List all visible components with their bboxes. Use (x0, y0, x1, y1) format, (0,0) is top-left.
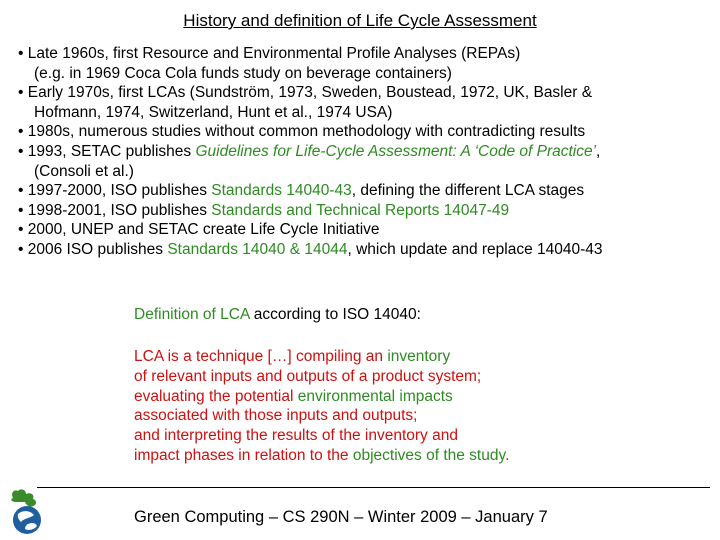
slide-footer: Green Computing – CS 290N – Winter 2009 – January 7 (134, 508, 548, 526)
definition-heading: Definition of LCA according to ISO 14040: (134, 306, 421, 323)
definition-line: associated with those inputs and outputs; (134, 407, 418, 425)
standards-14040-43: Standards 14040-43 (211, 182, 352, 200)
guidelines-title: Guidelines for Life-Cycle Assessment: A ‘Code of Practice’ (195, 142, 597, 160)
bullet-item-first-lcas: • Early 1970s, first LCAs (Sundström, 1973, Sweden, Boustead, 1972, UK, Basler & Hofmann, 1974, Switzerland, Hunt et al., 1974 USA) (18, 84, 593, 121)
bullet-item-1980s: • 1980s, numerous studies without common methodology with contradicting results (18, 123, 586, 141)
definition-line: of relevant inputs and outputs of a product system; (134, 367, 482, 385)
bullet-item-setac-1993: • 1993, SETAC publishes Guidelines for Life-Cycle Assessment: A ‘Code of Practice’, (Consoli et al.) (18, 142, 601, 180)
definition-line: evaluating the potential environmental impacts (134, 387, 453, 405)
bullet-item-unep-2000: • 2000, UNEP and SETAC create Life Cycle Initiative (18, 221, 380, 239)
standards-14040-14044: Standards 14040 & 14044 (167, 240, 348, 258)
bullet-item-repa: • Late 1960s, first Resource and Environmental Profile Analyses (REPAs) (e.g. in 1969 Coca Cola funds study on beverage containers) (18, 45, 521, 82)
earth-leaf-logo-icon (6, 488, 48, 536)
footer-divider (37, 487, 710, 488)
bullet-item-iso-1997: • 1997-2000, ISO publishes Standards 14040-43, defining the different LCA stages (18, 182, 585, 200)
definition-body (134, 347, 509, 466)
standards-14047-49: Standards and Technical Reports 14047-49 (211, 201, 510, 219)
slide-title: History and definition of Life Cycle Assessment (183, 11, 537, 30)
bullet-item-iso-2006: • 2006 ISO publishes Standards 14040 & 14044, which update and replace 14040-43 (18, 240, 603, 258)
definition-line: and interpreting the results of the inventory and (134, 427, 458, 445)
definition-line: impact phases in relation to the objectives of the study. (134, 446, 510, 464)
definition-line: LCA is a technique […] compiling an inventory (134, 348, 451, 365)
bullet-item-iso-1998: • 1998-2001, ISO publishes Standards and Technical Reports 14047-49 (18, 201, 510, 219)
history-bullet-list (18, 44, 708, 260)
